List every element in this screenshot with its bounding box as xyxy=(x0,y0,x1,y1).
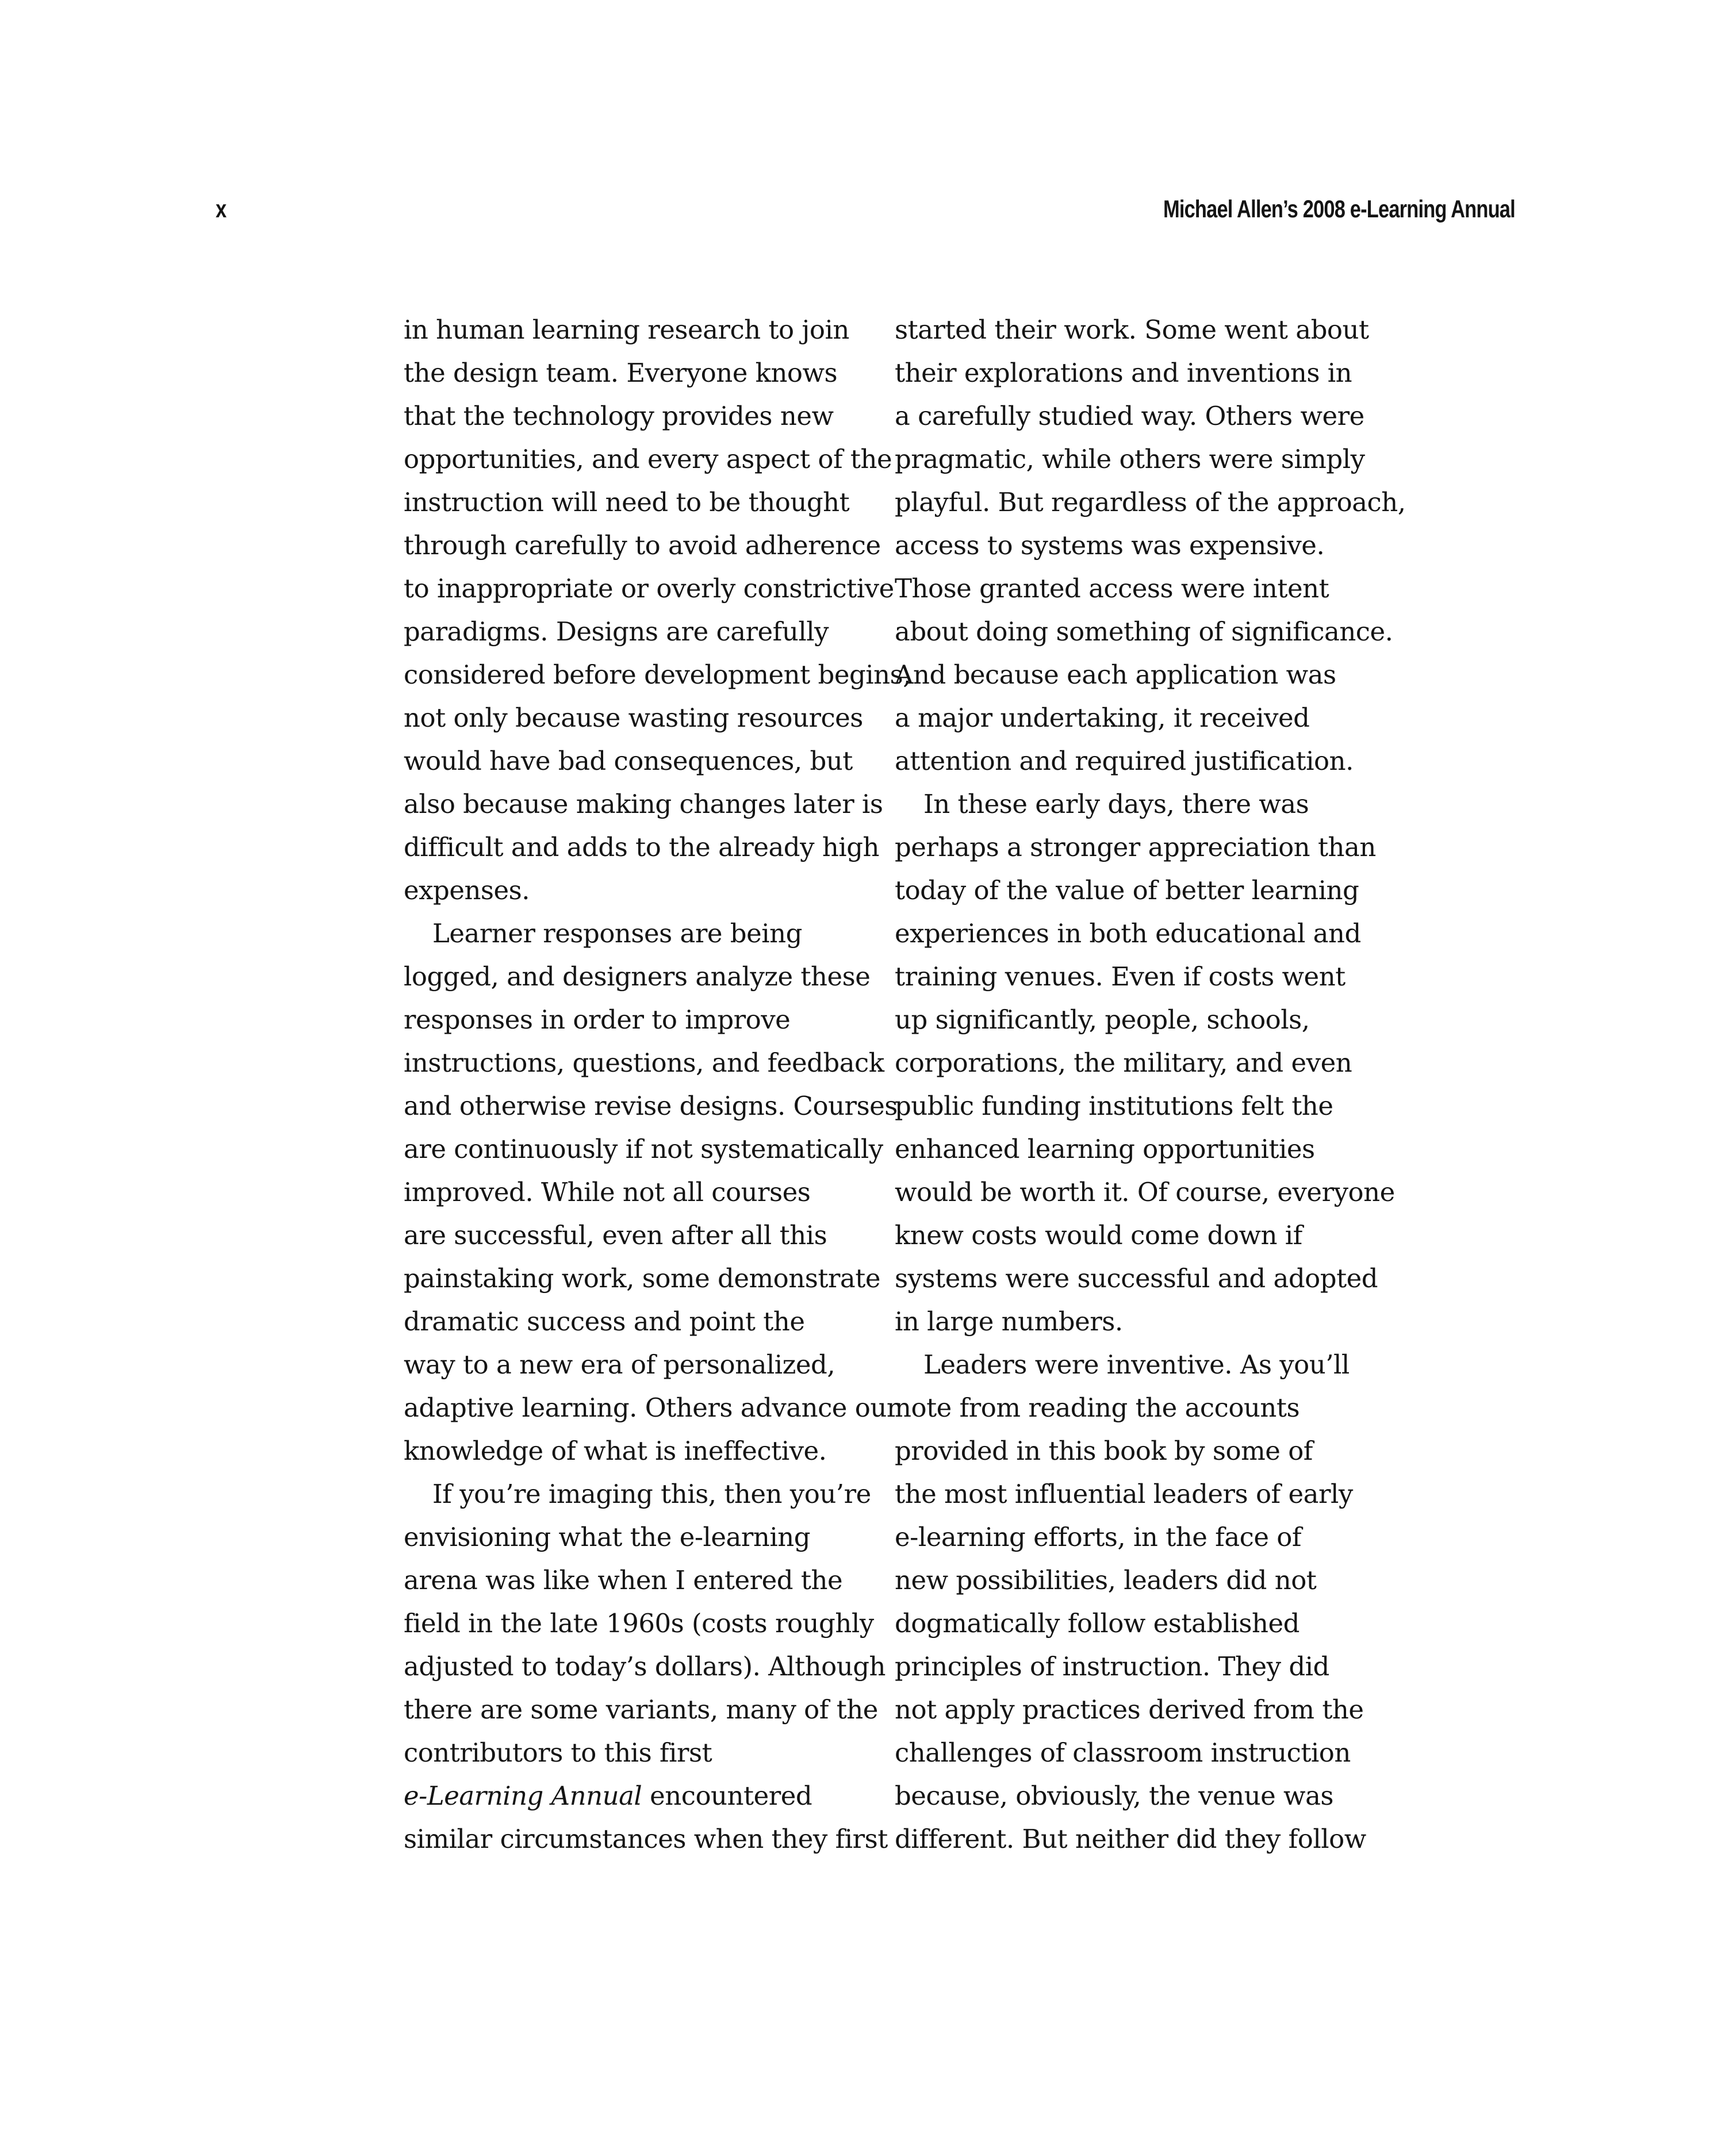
text-line: way to a new era of personalized, xyxy=(404,1349,835,1380)
text-line: would be worth it. Of course, everyone xyxy=(895,1177,1395,1207)
text-line: enhanced learning opportunities xyxy=(895,1134,1315,1164)
text-fragment: encountered xyxy=(642,1781,812,1811)
text-line: e-learning efforts, in the face of xyxy=(895,1522,1302,1552)
text-line: improved. While not all courses xyxy=(404,1177,811,1207)
text-line: are successful, even after all this xyxy=(404,1220,827,1250)
text-line: Those granted access were intent xyxy=(895,573,1329,604)
text-line: painstaking work, some demonstrate xyxy=(404,1263,880,1294)
text-line: note from reading the accounts xyxy=(895,1392,1300,1423)
text-line: new possibilities, leaders did not xyxy=(895,1565,1317,1595)
text-line: paradigms. Designs are carefully xyxy=(404,616,829,647)
text-line: not only because wasting resources xyxy=(404,703,863,733)
text-line: envisioning what the e-learning xyxy=(404,1522,811,1552)
text-line: field in the late 1960s (costs roughly xyxy=(404,1608,874,1639)
paragraph-first-line: In these early days, there was xyxy=(923,789,1309,819)
paragraph-first-line: If you’re imaging this, then you’re xyxy=(432,1479,871,1509)
text-line: also because making changes later is xyxy=(404,789,883,819)
text-line: dramatic success and point the xyxy=(404,1306,805,1337)
page-number: x xyxy=(216,195,227,223)
right-column xyxy=(895,308,1406,1860)
text-line: the design team. Everyone knows xyxy=(404,358,838,388)
text-line: challenges of classroom instruction xyxy=(895,1737,1351,1768)
text-line: experiences in both educational and xyxy=(895,918,1361,949)
text-line: in human learning research to join xyxy=(404,314,849,345)
text-line: there are some variants, many of the xyxy=(404,1694,878,1725)
text-line: a major undertaking, it received xyxy=(895,703,1310,733)
text-line-with-title xyxy=(404,1774,875,1817)
text-line: a carefully studied way. Others were xyxy=(895,401,1364,431)
text-line: considered before development begins, xyxy=(404,659,911,690)
text-line: started their work. Some went about xyxy=(895,314,1369,345)
text-line: instructions, questions, and feedback xyxy=(404,1048,884,1078)
text-line: that the technology provides new xyxy=(404,401,834,431)
text-line: would have bad consequences, but xyxy=(404,746,853,776)
text-line: training venues. Even if costs went xyxy=(895,961,1346,992)
text-line: not apply practices derived from the xyxy=(895,1694,1364,1725)
text-line: through carefully to avoid adherence xyxy=(404,530,881,561)
text-line: because, obviously, the venue was xyxy=(895,1781,1334,1811)
text-line: are continuously if not systematically xyxy=(404,1134,883,1164)
text-line: the most influential leaders of early xyxy=(895,1479,1353,1509)
text-line: dogmatically follow established xyxy=(895,1608,1300,1639)
running-head-title: Michael Allen’s 2008 e-Learning Annual xyxy=(1163,195,1515,223)
text-line: expenses. xyxy=(404,875,530,906)
text-line: playful. But regardless of the approach, xyxy=(895,487,1406,517)
text-line: provided in this book by some of xyxy=(895,1436,1313,1466)
text-line: their explorations and inventions in xyxy=(895,358,1352,388)
paragraph-first-line: Learner responses are being xyxy=(432,918,802,949)
paragraph-first-line: Leaders were inventive. As you’ll xyxy=(923,1349,1350,1380)
text-line: difficult and adds to the already high xyxy=(404,832,879,862)
left-column xyxy=(404,308,911,1860)
text-line: to inappropriate or overly constrictive xyxy=(404,573,894,604)
text-line: similar circumstances when they first xyxy=(404,1824,888,1854)
text-line: contributors to this first xyxy=(404,1737,712,1768)
text-line: access to systems was expensive. xyxy=(895,530,1325,561)
text-line: pragmatic, while others were simply xyxy=(895,444,1365,474)
text-line: in large numbers. xyxy=(895,1306,1123,1337)
text-line: responses in order to improve xyxy=(404,1004,791,1035)
text-line: about doing something of significance. xyxy=(895,616,1393,647)
text-line: instruction will need to be thought xyxy=(404,487,850,517)
text-line: knew costs would come down if xyxy=(895,1220,1302,1250)
text-line: perhaps a stronger appreciation than xyxy=(895,832,1376,862)
text-line: different. But neither did they follow xyxy=(895,1824,1366,1854)
text-line: adjusted to today’s dollars). Although xyxy=(404,1651,885,1682)
text-line: And because each application was xyxy=(895,659,1336,690)
text-line: logged, and designers analyze these xyxy=(404,961,871,992)
text-line: arena was like when I entered the xyxy=(404,1565,843,1595)
book-title-italic: e-Learning Annual xyxy=(404,1781,642,1811)
text-line: adaptive learning. Others advance our xyxy=(404,1392,899,1423)
text-line: corporations, the military, and even xyxy=(895,1048,1352,1078)
text-line: today of the value of better learning xyxy=(895,875,1359,906)
text-line: attention and required justification. xyxy=(895,746,1354,776)
text-line: and otherwise revise designs. Courses xyxy=(404,1091,898,1121)
text-line: systems were successful and adopted xyxy=(895,1263,1378,1294)
text-line: public funding institutions felt the xyxy=(895,1091,1333,1121)
text-line: up significantly, people, schools, xyxy=(895,1004,1310,1035)
text-line: knowledge of what is ineffective. xyxy=(404,1436,827,1466)
text-line: opportunities, and every aspect of the xyxy=(404,444,892,474)
text-line: principles of instruction. They did xyxy=(895,1651,1329,1682)
